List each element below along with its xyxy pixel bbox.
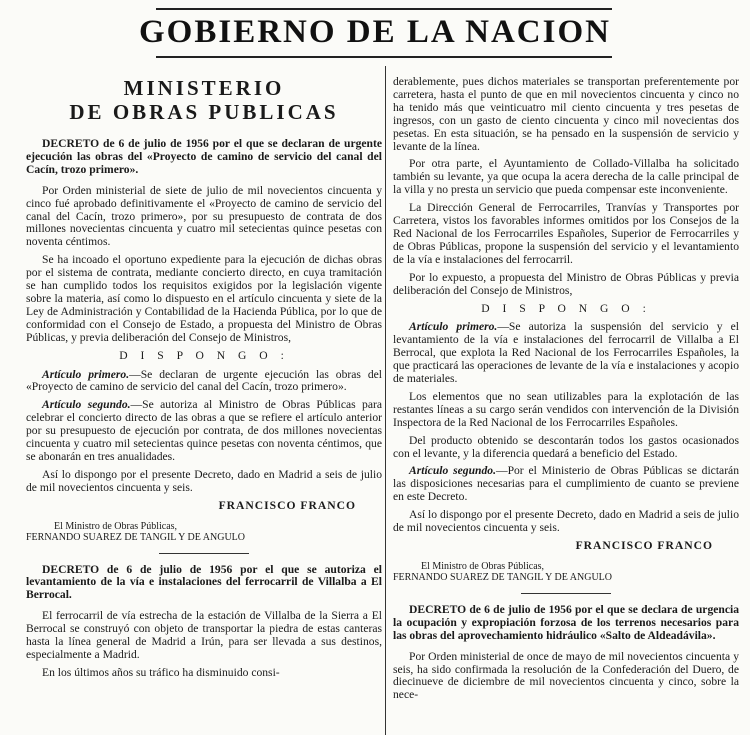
decree-2-paragraph-1: El ferrocarril de vía estrecha de la estación de Villalba de la Sierra a El Berrocal se construyó con objeto de transportar la piedra de estas canteras hasta la línea general de Madrid a Irún, para ser llevada a sus destinos, especialmente a Madrid. [26,609,382,661]
decree-1-paragraph-1: Por Orden ministerial de siete de julio de mil novecientos cincuenta y cinco fué aprobado definitivamente el «Proyecto de camino de servicio del canal del Cacín, trozo primero», por su presupuesto de contrata de dos millones novecientas cincuenta y cuatro mil setecientas quince pesetas con noventa céntimos. [26,183,382,249]
decree-2-article-2-lead: Artículo segundo. [409,464,496,478]
decree-2-paragraph-2: En los últimos años su tráfico ha disminuido consi- [42,665,280,679]
decree-2-article-1-paragraph-2: Los elementos que no sean utilizables para la explotación de las restantes líneas a su cargo serán vendidos con intervención de la División Inspectora de la Red Nacional de los Ferrocarriles Españoles. [393,389,739,429]
decree-1-article-1-lead: Artículo primero. [42,367,130,381]
decree-2-closing: Así lo dispongo por el presente Decreto, dado en Madrid a seis de julio de mil novecientos cincuenta y seis. [393,508,739,535]
masthead [0,0,750,62]
decree-1-dispongo: D I S P O N G O : [119,348,289,362]
decree-1-article-2 [26,399,382,464]
decree-2-continued-paragraph-1: derablemente, pues dichos materiales se transportan preferentemente por carretera, hasta el punto de que en mil novecientos cincuenta y cinco no ha tenido más que veinticuatro mil ciento cincuenta y tres pesetas de ingresos, con un gasto de ciento cincuenta y cinco mil novecientas dos pesetas. En esta situación, se ha pensado en la suspensión de servicio y levante de la línea. [393,76,739,153]
decree-1-closing: Así lo dispongo por el presente Decreto, dado en Madrid a seis de julio de mil novecientos cincuenta y seis. [26,467,382,494]
separator [159,553,249,554]
decree-2-article-1-paragraph-3: Del producto obtenido se descontarán todos los gastos ocasionados con el levante, y la diferencia quedará a beneficio del Estado. [393,433,739,460]
decree-2-article-2-text: —Por el Ministerio de Obras Públicas se dictarán las disposiciones necesarias para el cumplimiento de cuanto se previene en este Decreto. [393,464,739,504]
left-column [26,62,382,735]
separator [521,593,611,594]
decree-2-minister-name: FERNANDO SUAREZ DE TANGIL Y DE ANGULO [393,571,613,583]
decree-1-minister-title: El Ministro de Obras Públicas, [54,520,178,532]
decree-3-heading: DECRETO de 6 de julio de 1956 por el que se declara de urgencia la ocupación y expropiación forzosa de los terrenos necesarios para las obras del aprovechamiento hidráulico «Salto de Aldeadávila». [393,602,739,642]
masthead-top-rule [156,8,612,10]
decree-1-paragraph-2: Se ha incoado el oportuno expediente para la ejecución de dichas obras por el sistema de contrata, mediante concierto directo, en cuya tramitación se han cumplido todos los requisitos exigidos por la legislación vigente sobre la materia, así como lo dispuesto en el artículo cincuenta y siete de la Ley de Administración y Contabilidad de la Hacienda Pública, por lo que de conformidad con el Consejo de Estado, a propuesta del Ministro de Obras Públicas, y previa deliberación del Consejo de Ministros, [26,253,382,344]
decree-2-continued-paragraph-4: Por lo expuesto, a propuesta del Ministro de Obras Públicas y previa deliberación del Consejo de Ministros, [393,270,739,297]
decree-2-signer: FRANCISCO FRANCO [575,539,713,552]
decree-1-signer: FRANCISCO FRANCO [218,498,356,512]
ministry-heading [26,76,382,124]
decree-2-minister-title: El Ministro de Obras Públicas, [421,560,545,572]
decree-2-minister [393,561,739,583]
decree-2-dispongo: D I S P O N G O : [481,301,651,315]
page-title: GOBIERNO DE LA NACION [139,14,611,50]
decree-2-article-1 [393,321,739,386]
decree-2-article-1-text: —Se autoriza la suspensión del servicio y el levantamiento de la vía e instalaciones del ferrocarril de Villalba a El Berrocal, que explota la Red Nacional de los Ferrocarriles Españoles, la que practicará las operaciones de levante de la vía e instalaciones y acopio de materiales. [393,320,739,386]
decree-1-minister-name: FERNANDO SUAREZ DE TANGIL Y DE ANGULO [26,531,246,543]
decree-2-continued-paragraph-2: Por otra parte, el Ayuntamiento de Collado-Villalba ha solicitado también su levante, ya que ocupa la acera derecha de la calle principal de la villa y no presta un servicio que pueda compensar este inconveniente. [393,157,739,197]
decree-2-article-2 [393,465,739,504]
decree-2-heading: DECRETO de 6 de julio de 1956 por el que se autoriza el levantamiento de la vía e instalaciones del ferrocarril de Villalba a El Berrocal. [26,562,382,602]
decree-1-article-2-text: —Se autoriza al Ministro de Obras Públicas para celebrar el concierto directo de las obras a que se refiere el artículo anterior por su presupuesto de ejecución por contrata, de dos millones novecientas cincuenta y cuatro mil setecientas quince pesetas con noventa céntimos, que se abonarán en tres anualidades. [26,398,382,463]
decree-1-article-1-text: —Se declaran de urgente ejecución las obras del «Proyecto de camino de servicio del canal del Cacín, trozo primero». [26,367,382,394]
decree-2-continued-paragraph-3: La Dirección General de Ferrocarriles, Tranvías y Transportes por Carretera, vistos los favorables informes omitidos por los Consejos de la Red Nacional de los Ferrocarriles Españoles, Superior de Ferrocarriles y de Obras Públicas, propone la suspensión del servicio y el levantamiento de la vía e instalaciones del ferrocarril. [393,201,739,266]
decree-1-minister [26,521,382,543]
decree-2-article-1-lead: Artículo primero. [409,320,498,334]
decree-1-heading: DECRETO de 6 de julio de 1956 por el que se declaran de urgente ejecución las obras del «Proyecto de camino de servicio del canal del Cacín, trozo primero». [26,137,382,176]
masthead-bottom-rule [156,56,612,58]
ministry-line-2: DE OBRAS PUBLICAS [69,100,339,124]
ministry-line-1: MINISTERIO [123,76,285,100]
decree-3-paragraph-1: Por Orden ministerial de once de mayo de mil novecientos cincuenta y seis, ha sido confirmada la resolución de la Confederación del Duero, de diecinueve de diciembre de mil novecientos cincuenta y cinco, sobre la nece- [393,649,739,702]
column-divider [385,66,386,735]
right-column [393,76,739,735]
decree-1-article-1 [26,369,382,395]
decree-1-article-2-lead: Artículo segundo. [42,398,131,412]
